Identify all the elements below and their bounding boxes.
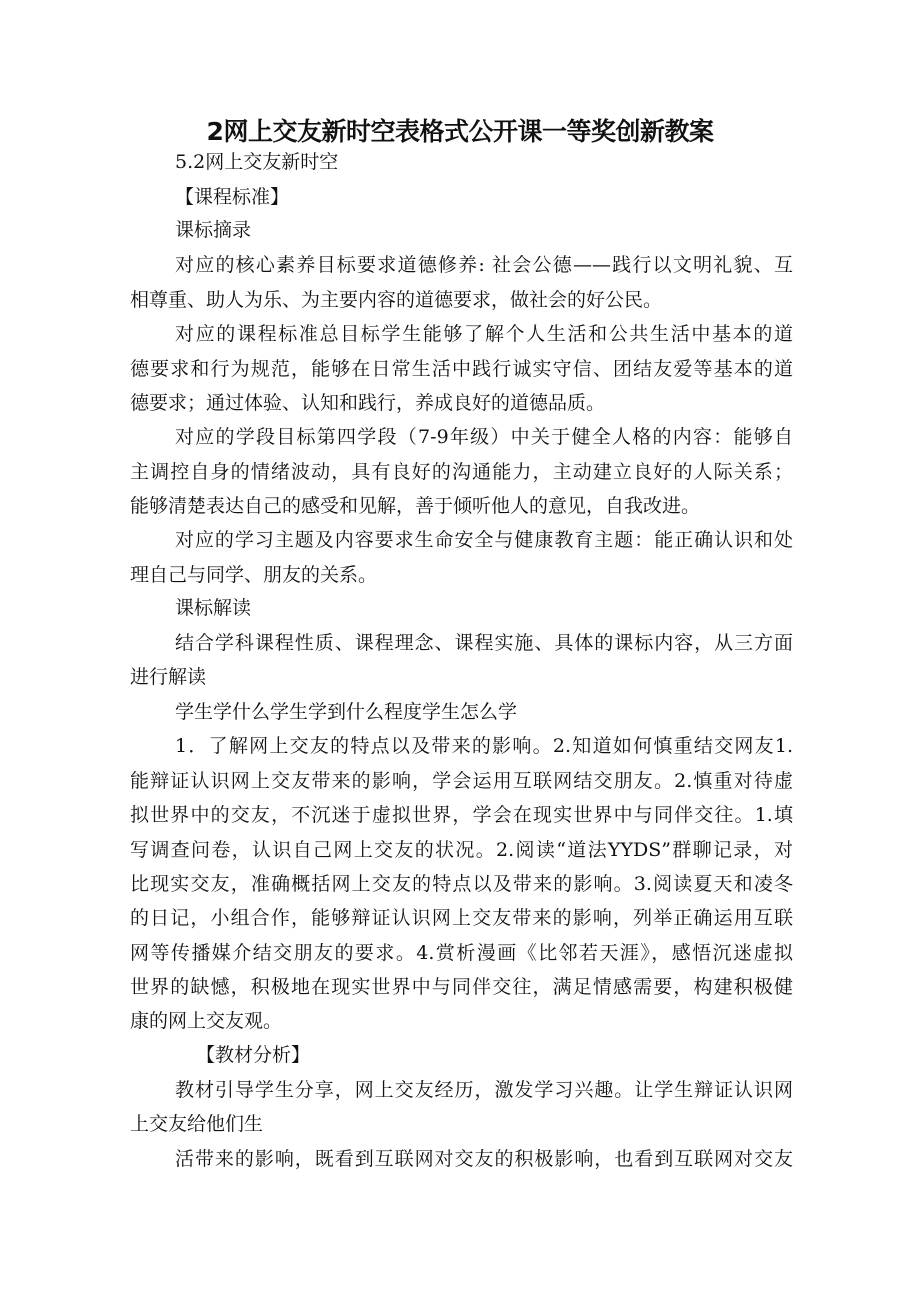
paragraph-line: 对应的学习主题及内容要求生命安全与健康教育主题：能正确认识和处: [175, 529, 793, 551]
section-heading-textbook-analysis: 【教材分析】: [196, 1044, 311, 1066]
paragraph-line: 进行解读: [130, 666, 207, 688]
paragraph-line: 教材引导学生分享，网上交友经历，激发学习兴趣。让学生辩证认识网: [175, 1079, 793, 1101]
paragraph-line: 对应的核心素养目标要求道德修养: 社会公德——践行以文明礼貌、互: [175, 254, 793, 276]
paragraph-line: 网等传播媒介结交朋友的要求。4.赏析漫画《比邻若天涯》，感悟沉迷虚拟: [130, 942, 793, 964]
paragraph-line: 对应的课程标准总目标学生能够了解个人生活和公共生活中基本的道: [175, 323, 793, 345]
paragraph-line: 上交友给他们生: [130, 1113, 264, 1135]
paragraph-line: 写调查问卷，认识自己网上交友的状况。2.阅读“道法YYDS”群聊记录，对: [130, 839, 793, 861]
section-heading-curriculum-standard: 【课程标准】: [175, 186, 290, 208]
paragraph-line: 主调控自身的情绪波动，具有良好的沟通能力，主动建立良好的人际关系；: [130, 461, 793, 483]
paragraph-line: 德要求和行为规范，能够在日常生活中践行诚实守信、团结友爱等基本的道: [130, 358, 793, 380]
paragraph-line: 理自己与同学、朋友的关系。: [130, 564, 378, 586]
paragraph-line: 康的网上交友观。: [130, 1010, 283, 1032]
paragraph-line: 活带来的影响，既看到互联网对交友的积极影响，也看到互联网对交友: [175, 1148, 793, 1170]
paragraph-line: 1．了解网上交友的特点以及带来的影响。2.知道如何慎重结交网友1.: [175, 735, 793, 757]
paragraph-line: 对应的学段目标第四学段（7-9年级）中关于健全人格的内容：能够自: [175, 426, 793, 448]
paragraph-line: 拟世界中的交友，不沉迷于虚拟世界，学会在现实世界中与同伴交往。1.填: [130, 804, 793, 826]
section-number-heading: 5.2网上交友新时空: [175, 151, 339, 173]
paragraph-line: 相尊重、助人为乐、为主要内容的道德要求，做社会的好公民。: [130, 289, 663, 311]
document-title: 2网上交友新时空表格式公开课一等奖创新教案: [206, 117, 714, 146]
paragraph-line: 结合学科课程性质、课程理念、课程实施、具体的课标内容，从三方面: [175, 632, 793, 654]
paragraph-line: 的日记，小组合作，能够辩证认识网上交友带来的影响，列举正确运用互联: [130, 907, 793, 929]
paragraph-line: 德要求；通过体验、认知和践行，养成良好的道德品质。: [130, 392, 606, 414]
subheading-excerpt: 课标摘录: [175, 219, 252, 241]
paragraph-line: 能辩证认识网上交友带来的影响，学会运用互联网结交朋友。2.慎重对待虚: [130, 770, 793, 792]
paragraph-line: 世界的缺憾，积极地在现实世界中与同伴交往，满足情感需要，构建积极健: [130, 976, 793, 998]
paragraph-line: 比现实交友，准确概括网上交友的特点以及带来的影响。3.阅读夏天和凌冬: [130, 873, 793, 895]
table-header-line: 学生学什么学生学到什么程度学生怎么学: [175, 701, 518, 723]
paragraph-line: 能够清楚表达自己的感受和见解，善于倾听他人的意见，自我改进。: [130, 495, 701, 517]
subheading-interpretation: 课标解读: [175, 597, 252, 619]
